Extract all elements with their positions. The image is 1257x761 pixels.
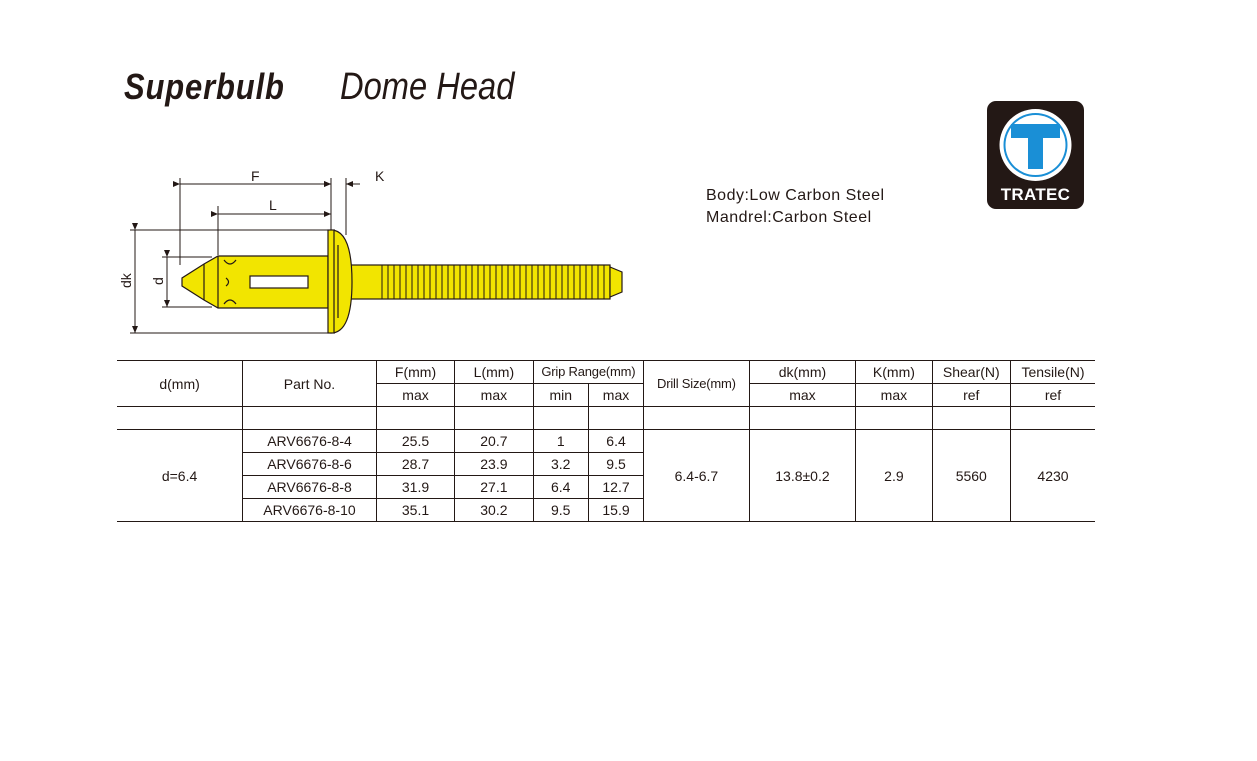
- spec-table: [117, 360, 1095, 522]
- cell-grip-min: 6.4: [533, 476, 588, 499]
- l-label: L: [269, 197, 277, 213]
- col-header-k: K(mm): [856, 361, 932, 384]
- rivet-drawing: [100, 160, 640, 350]
- subheader-grip-min: min: [533, 384, 588, 407]
- cell-l: 23.9: [455, 453, 533, 476]
- col-header-l: L(mm): [455, 361, 533, 384]
- cell-grip-max: 9.5: [588, 453, 643, 476]
- subheader-f: max: [376, 384, 454, 407]
- cell-f: 25.5: [376, 430, 454, 453]
- k-label: K: [375, 168, 385, 184]
- header-row: [117, 361, 1095, 384]
- cell-part-no: ARV6676-8-4: [243, 430, 377, 453]
- tratec-logo: [987, 101, 1084, 209]
- col-header-dk: dk(mm): [749, 361, 856, 384]
- cell-l: 27.1: [455, 476, 533, 499]
- cell-part-no: ARV6676-8-6: [243, 453, 377, 476]
- mandrel-material: Mandrel:Carbon Steel: [706, 209, 872, 226]
- cell-grip-max: 6.4: [588, 430, 643, 453]
- subheader-dk: max: [749, 384, 856, 407]
- cell-grip-min: 1: [533, 430, 588, 453]
- cell-part-no: ARV6676-8-10: [243, 499, 377, 522]
- col-header-grip: Grip Range(mm): [533, 361, 644, 384]
- group-drill: 6.4-6.7: [644, 430, 750, 522]
- body-material: Body:Low Carbon Steel: [706, 187, 885, 204]
- cell-grip-max: 12.7: [588, 476, 643, 499]
- col-header-drill: Drill Size(mm): [644, 361, 750, 407]
- cell-l: 30.2: [455, 499, 533, 522]
- cell-part-no: ARV6676-8-8: [243, 476, 377, 499]
- cell-grip-max: 15.9: [588, 499, 643, 522]
- cell-f: 28.7: [376, 453, 454, 476]
- d-label: d: [150, 277, 166, 285]
- cell-grip-min: 3.2: [533, 453, 588, 476]
- table-row: [117, 430, 1095, 453]
- group-dk: 13.8±0.2: [749, 430, 856, 522]
- rivet-body-shape: [182, 230, 352, 333]
- f-label: F: [251, 168, 260, 184]
- blank-row: [117, 407, 1095, 430]
- product-subtitle: Dome Head: [340, 66, 515, 108]
- logo-wordmark: TRATEC: [1000, 185, 1071, 204]
- subheader-grip-max: max: [588, 384, 643, 407]
- dk-label: dk: [118, 273, 134, 288]
- col-header-tensile: Tensile(N): [1010, 361, 1095, 384]
- t-logo-icon: [987, 101, 1084, 189]
- group-tensile: 4230: [1010, 430, 1095, 522]
- mandrel-shape: [350, 265, 622, 299]
- group-shear: 5560: [932, 430, 1010, 522]
- subheader-k: max: [856, 384, 932, 407]
- cell-l: 20.7: [455, 430, 533, 453]
- col-header-d: d(mm): [117, 361, 243, 407]
- group-d: d=6.4: [117, 430, 243, 522]
- col-header-part-no: Part No.: [243, 361, 377, 407]
- product-title: Superbulb: [124, 66, 285, 107]
- materials-block: [706, 185, 885, 229]
- cell-grip-min: 9.5: [533, 499, 588, 522]
- cell-f: 35.1: [376, 499, 454, 522]
- col-header-f: F(mm): [376, 361, 454, 384]
- col-header-shear: Shear(N): [932, 361, 1010, 384]
- group-k: 2.9: [856, 430, 932, 522]
- subheader-tensile: ref: [1010, 384, 1095, 407]
- subheader-shear: ref: [932, 384, 1010, 407]
- cell-f: 31.9: [376, 476, 454, 499]
- subheader-l: max: [455, 384, 533, 407]
